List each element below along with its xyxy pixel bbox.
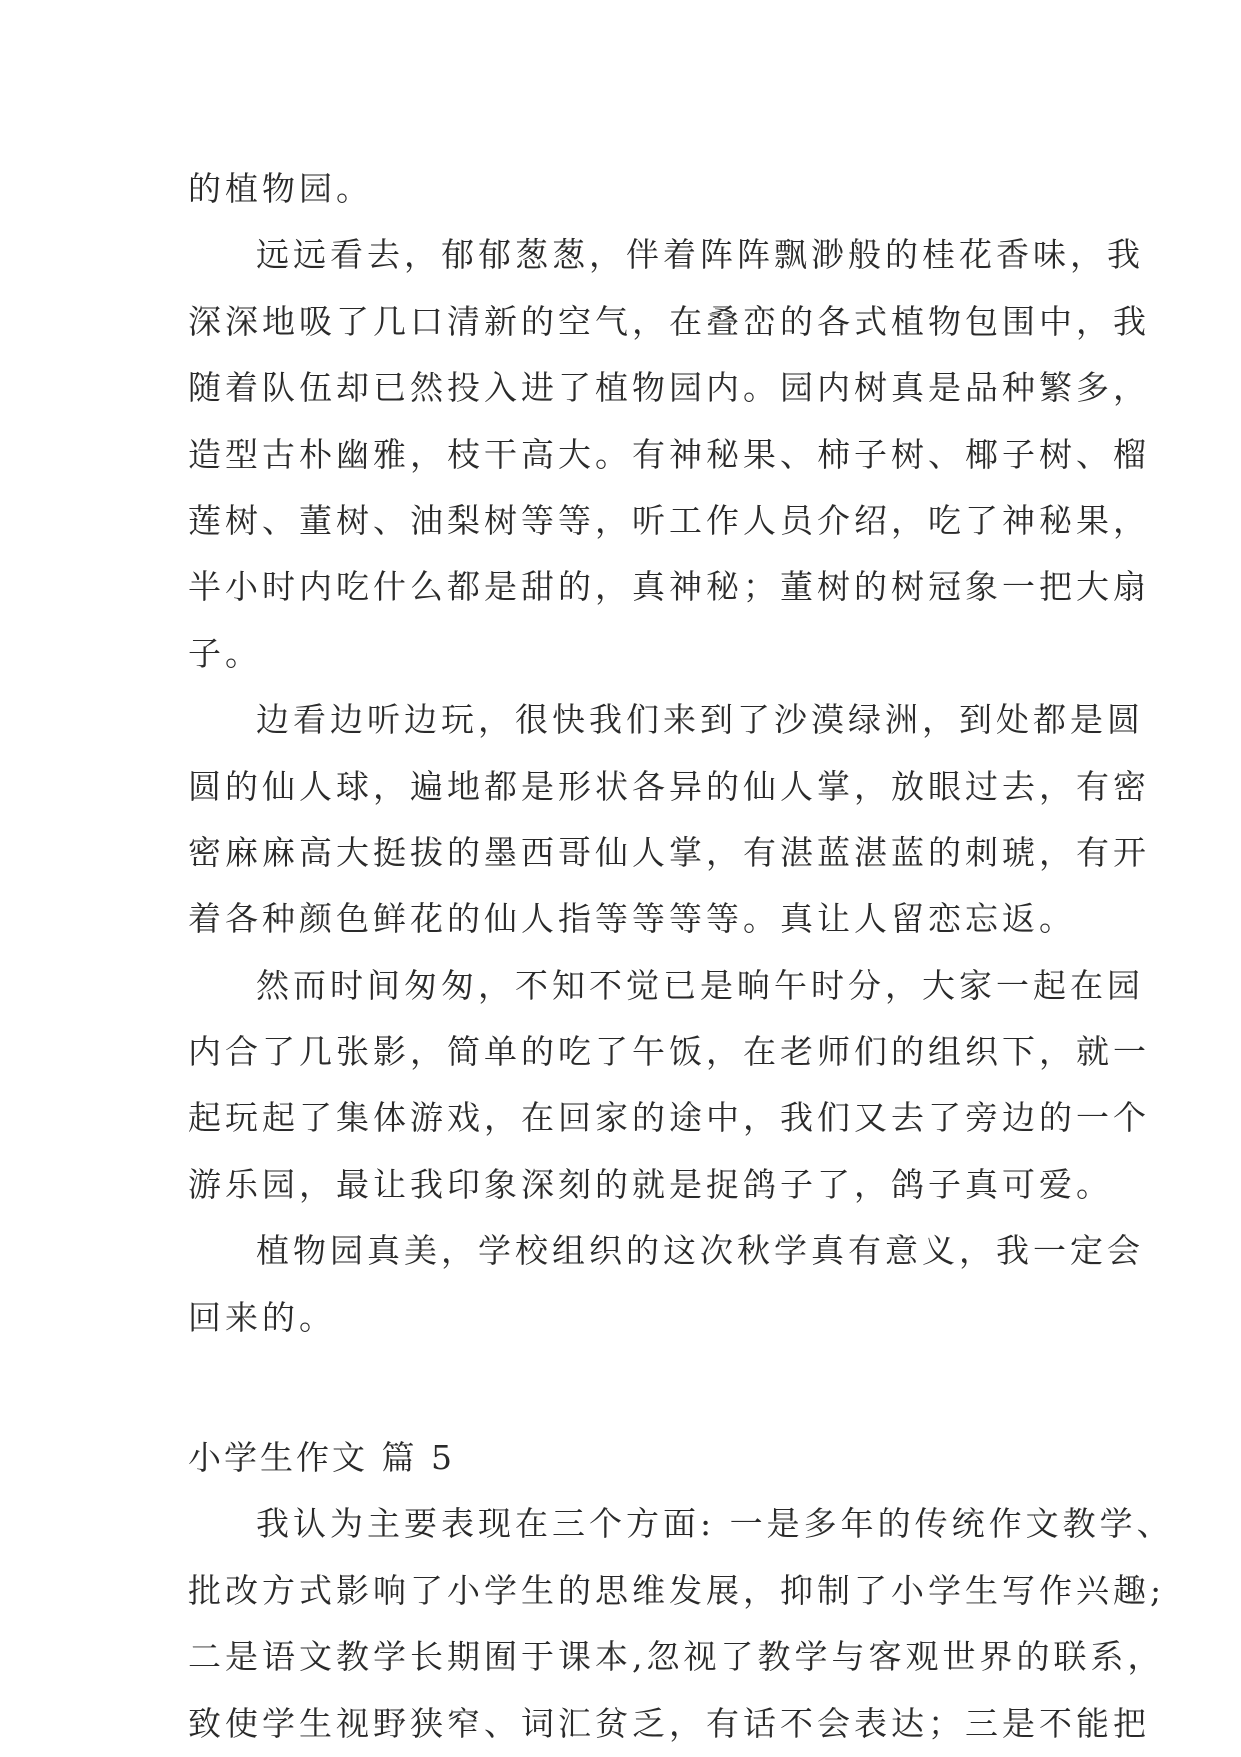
text-line: 密麻麻高大挺拔的墨西哥仙人掌，有湛蓝湛蓝的刺琥，有开 (188, 832, 1150, 872)
text-line: 起玩起了集体游戏，在回家的途中，我们又去了旁边的一个 (188, 1098, 1150, 1138)
text-line: 莲树、董树、油梨树等等，听工作人员介绍，吃了神秘果， (188, 500, 1150, 540)
paragraph-continuation (188, 156, 1058, 222)
text-line: 造型古朴幽雅，枝干高大。有神秘果、柿子树、椰子树、榴 (188, 434, 1150, 474)
section-spacer (188, 1351, 1058, 1425)
text-line: 我认为主要表现在三个方面: 一是多年的传统作文教学、 (256, 1504, 1174, 1544)
text-line: 半小时内吃什么都是甜的，真神秘；董树的树冠象一把大扇 (188, 567, 1150, 607)
paragraph-afternoon (188, 953, 1150, 1219)
paragraph-desert-oasis (188, 687, 1150, 953)
paragraph-scenery (188, 222, 1150, 687)
paragraph-conclusion (188, 1218, 1144, 1351)
text-line: 植物园真美，学校组织的这次秋学真有意义，我一定会 (256, 1231, 1144, 1271)
text-line: 子。 (188, 633, 262, 673)
text-line: 深深地吸了几口清新的空气，在叠峦的各式植物包围中，我 (188, 301, 1150, 341)
text-line: 内合了几张影，简单的吃了午饭，在老师们的组织下，就一 (188, 1032, 1150, 1072)
paragraph-essay-5 (188, 1491, 1174, 1757)
section-heading: 小学生作文 篇 5 (188, 1438, 455, 1478)
document-page (188, 156, 1174, 1757)
text-line: 批改方式影响了小学生的思维发展，抑制了小学生写作兴趣; (188, 1570, 1166, 1610)
text-line: 二是语文教学长期囿于课本,忽视了教学与客观世界的联系， (188, 1637, 1165, 1677)
text-line: 圆的仙人球，遍地都是形状各异的仙人掌，放眼过去，有密 (188, 766, 1150, 806)
text-line: 的植物园。 (188, 169, 373, 208)
text-line: 然而时间匆匆，不知不觉已是晌午时分，大家一起在园 (256, 965, 1144, 1005)
text-line: 着各种颜色鲜花的仙人指等等等等。真让人留恋忘返。 (188, 899, 1076, 939)
text-line: 回来的。 (188, 1297, 336, 1337)
text-line: 游乐园，最让我印象深刻的就是捉鸽子了，鸽子真可爱。 (188, 1164, 1113, 1204)
text-line: 随着队伍却已然投入进了植物园内。园内树真是品种繁多， (188, 368, 1150, 408)
text-line: 致使学生视野狭窄、词汇贫乏，有话不会表达；三是不能把 (188, 1703, 1150, 1743)
text-line: 远远看去，郁郁葱葱，伴着阵阵飘渺般的桂花香味，我 (256, 235, 1144, 275)
text-line: 边看边听边玩，很快我们来到了沙漠绿洲，到处都是圆 (256, 700, 1144, 740)
